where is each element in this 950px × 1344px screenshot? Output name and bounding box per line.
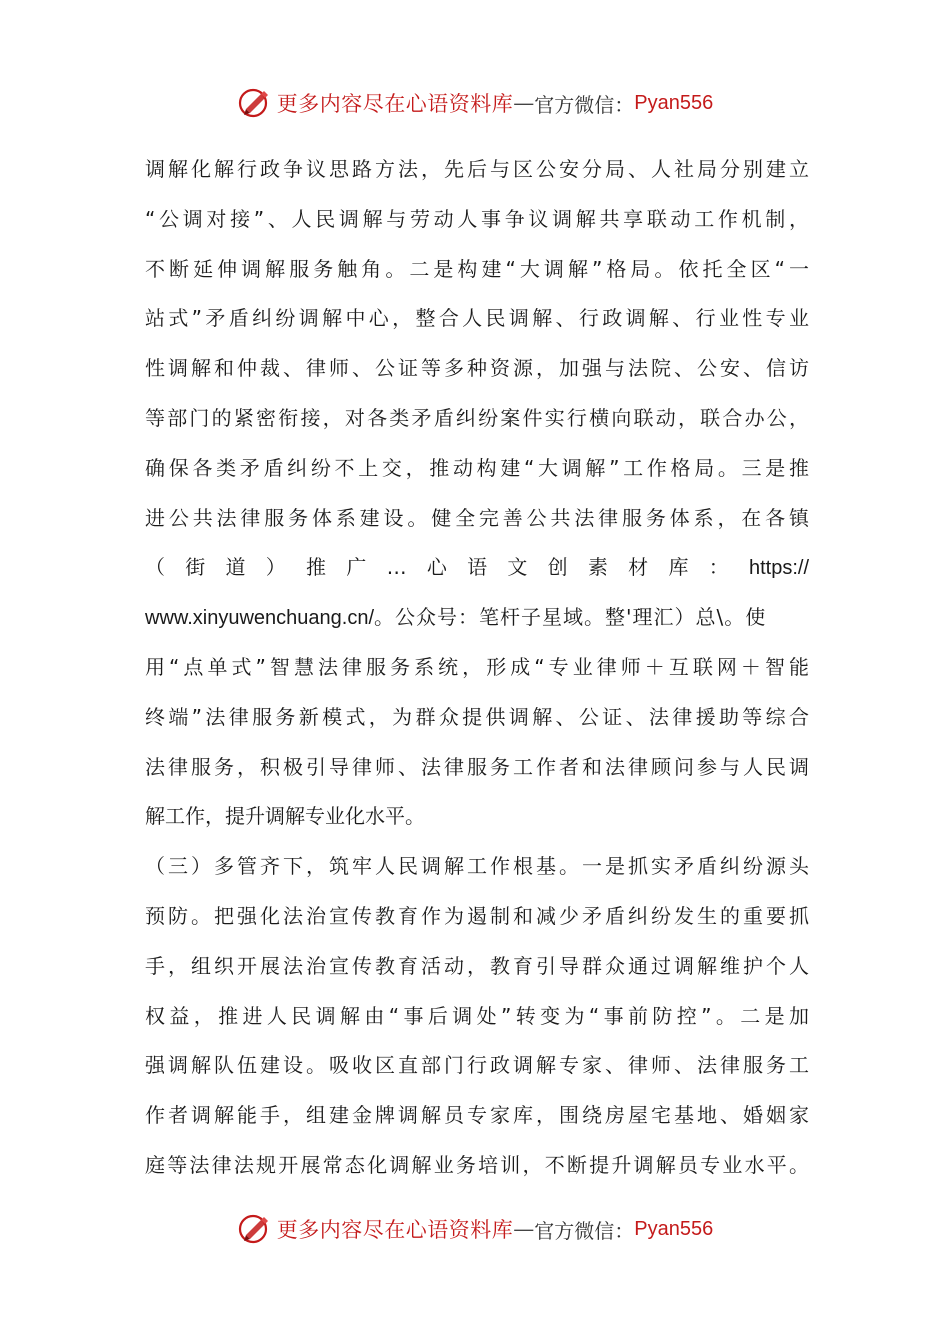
text-line: 不断延伸调解服务触角。二是构建“大调解”格局。依托全区“一 [145,256,809,281]
header-banner [0,83,950,123]
banner-wechat-label: 官方微信： [534,1218,635,1243]
url-fragment: https:// [748,557,809,580]
document-body [145,145,809,1191]
text-line: 预防。把强化法治宣传教育作为遏制和减少矛盾纠纷发生的重要抓 [145,903,809,928]
banner-wechat-id: Pyan556 [634,91,714,114]
text-line: 确保各类矛盾纠纷不上交，推动构建“大调解”工作格局。三是推 [145,455,809,480]
text-line: “公调对接”、人民调解与劳动人事争议调解共享联动工作机制， [145,206,809,231]
banner-wechat-id: Pyan556 [634,1217,714,1240]
text-line: 手，组织开展法治宣传教育活动，教育引导群众通过调解维护个人 [145,953,809,978]
text-line: 用“点单式”智慧法律服务系统，形成“专业律师＋互联网＋智能 [145,654,809,679]
text-line: 强调解队伍建设。吸收区直部门行政调解专家、律师、法律服务工 [145,1053,809,1078]
text-segment: 。公众号：笔杆子星域。整'理汇）总\。使 [374,605,767,630]
pen-logo-icon [237,85,273,121]
text-line: 解工作，提升调解专业化水平。 [145,804,425,829]
text-line [145,543,809,593]
text-line: 法律服务，积极引导律师、法律服务工作者和法律顾问参与人民调 [145,754,809,779]
text-line: 调解化解行政争议思路方法，先后与区公安分局、人社局分别建立 [145,157,809,181]
footer-banner [0,1209,950,1249]
pen-logo-icon [237,1211,273,1247]
text-line: 作者调解能手，组建金牌调解员专家库，围绕房屋宅基地、婚姻家 [145,1103,809,1128]
text-line: 站式”矛盾纠纷调解中心，整合人民调解、行政调解、行业性专业 [145,306,809,331]
text-line: 性调解和仲裁、律师、公证等多种资源，加强与法院、公安、信访 [145,356,809,381]
banner-separator: — [513,1217,535,1241]
text-segment: （街道）推广…心语文创素材库： [145,555,749,580]
banner-title: 更多内容尽在心语资料库 [276,92,514,116]
text-line: 等部门的紧密衔接，对各类矛盾纠纷案件实行横向联动，联合办公， [145,405,809,430]
banner-separator: — [513,91,535,115]
banner-title: 更多内容尽在心语资料库 [276,1218,514,1242]
text-line: 进公共法律服务体系建设。健全完善公共法律服务体系，在各镇 [145,505,809,530]
url-text: www.xinyuwenchuang.cn/ [145,607,375,630]
text-line [145,593,809,643]
text-line: （三）多管齐下，筑牢人民调解工作根基。一是抓实矛盾纠纷源头 [145,854,809,879]
text-line: 庭等法律法规开展常态化调解业务培训，不断提升调解员专业水平。 [145,1152,809,1177]
text-line: 终端”法律服务新模式，为群众提供调解、公证、法律援助等综合 [145,704,809,729]
text-line: 权益，推进人民调解由“事后调处”转变为“事前防控”。二是加 [145,1003,809,1028]
banner-wechat-label: 官方微信： [534,92,635,117]
